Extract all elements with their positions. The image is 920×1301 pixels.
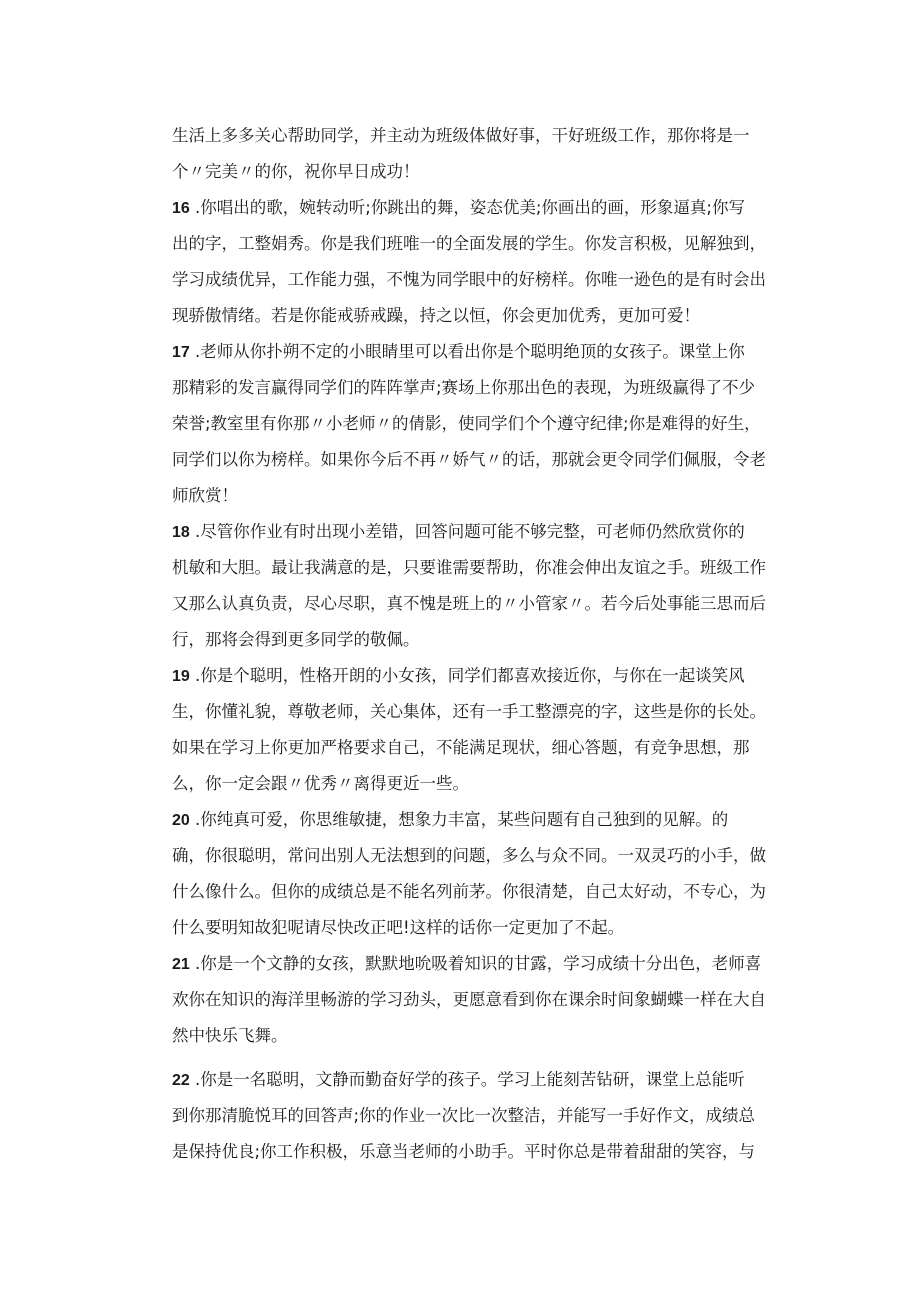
text-line: 确，你很聪明，常问出别人无法想到的问题，多么与众不同。一双灵巧的小手，做 [172,846,766,865]
text-line: 个〃完美〃的你，祝你早日成功！ [172,162,420,181]
text-line: 那精彩的发言赢得同学们的阵阵掌声;赛场上你那出色的表现，为班级赢得了不少 [172,378,756,397]
text-line: 学习成绩优异，工作能力强，不愧为同学眼中的好榜样。你唯一逊色的是有时会出 [172,270,766,289]
text-line: .你唱出的歌，婉转动听;你跳出的舞，姿态优美;你画出的画，形象逼真;你写 [189,198,745,217]
text-line: 荣誉;教室里有你那〃小老师〃的倩影，使同学们个个遵守纪律;你是难得的好生， [172,414,761,433]
text-line: 到你那清脆悦耳的回答声;你的作业一次比一次整洁，并能写一手好作文，成绩总 [172,1106,756,1125]
text-line: 生，你懂礼貌，尊敬老师，关心集体，还有一手工整漂亮的字，这些是你的长处。 [172,702,766,721]
text-line: 又那么认真负责，尽心尽职，真不愧是班上的〃小管家〃。若今后处事能三思而后 [172,594,766,613]
text-line: 机敏和大胆。最让我满意的是，只要谁需要帮助，你准会伸出友谊之手。班级工作 [172,558,766,577]
text-line: 生活上多多关心帮助同学，并主动为班级体做好事，干好班级工作，那你将是一 [172,126,750,145]
paragraph-20-first-line [172,805,812,835]
item-number: 17 [172,344,190,361]
text-line: 如果在学习上你更加严格要求自己，不能满足现状，细心答题，有竞争思想，那 [172,738,750,757]
paragraph-17-first-line [172,337,812,367]
text-line: .你是个聪明，性格开朗的小女孩，同学们都喜欢接近你，与你在一起谈笑风 [189,666,745,685]
text-line: 欢你在知识的海洋里畅游的学习劲头，更愿意看到你在课余时间象蝴蝶一样在大自 [172,990,766,1009]
item-number: 16 [172,200,190,217]
paragraph-19-first-line [172,661,812,691]
item-number: 19 [172,668,190,685]
text-line: 什么像什么。但你的成绩总是不能名列前茅。你很清楚，自己太好动，不专心，为 [172,882,766,901]
paragraph-21-first-line [172,949,812,979]
text-line: .尽管你作业有时出现小差错，回答问题可能不够完整，可老师仍然欣赏你的 [189,522,745,541]
text-line: 出的字，工整娟秀。你是我们班唯一的全面发展的学生。你发言积极，见解独到， [172,234,766,253]
text-line: 什么要明知故犯呢请尽快改正吧!这样的话你一定更加了不起。 [172,918,625,937]
text-line: 行，那将会得到更多同学的敬佩。 [172,630,420,649]
text-line: 然中快乐飞舞。 [172,1026,288,1045]
text-line: .老师从你扑朔不定的小眼睛里可以看出你是个聪明绝顶的女孩子。课堂上你 [189,342,745,361]
text-line: 么，你一定会跟〃优秀〃离得更近一些。 [172,774,469,793]
text-line: .你纯真可爱，你思维敏捷，想象力丰富，某些问题有自己独到的见解。的 [189,810,729,829]
item-number: 18 [172,524,190,541]
text-line: 同学们以你为榜样。如果你今后不再〃娇气〃的话，那就会更令同学们佩服，令老 [172,450,766,469]
text-line: 是保持优良;你工作积极，乐意当老师的小助手。平时你总是带着甜甜的笑容，与 [172,1142,756,1161]
text-line: .你是一名聪明，文静而勤奋好学的孩子。学习上能刻苦钻研，课堂上总能听 [189,1070,745,1089]
paragraph-22-first-line [172,1065,812,1095]
item-number: 22 [172,1072,190,1089]
item-number: 21 [172,956,190,973]
paragraph-18-first-line [172,517,812,547]
text-line: 师欣赏！ [172,486,238,505]
text-line: .你是一个文静的女孩，默默地吮吸着知识的甘露，学习成绩十分出色，老师喜 [189,954,762,973]
paragraph-16-first-line [172,193,812,223]
item-number: 20 [172,812,190,829]
text-line: 现骄傲情绪。若是你能戒骄戒躁，持之以恒，你会更加优秀，更加可爱！ [172,306,700,325]
